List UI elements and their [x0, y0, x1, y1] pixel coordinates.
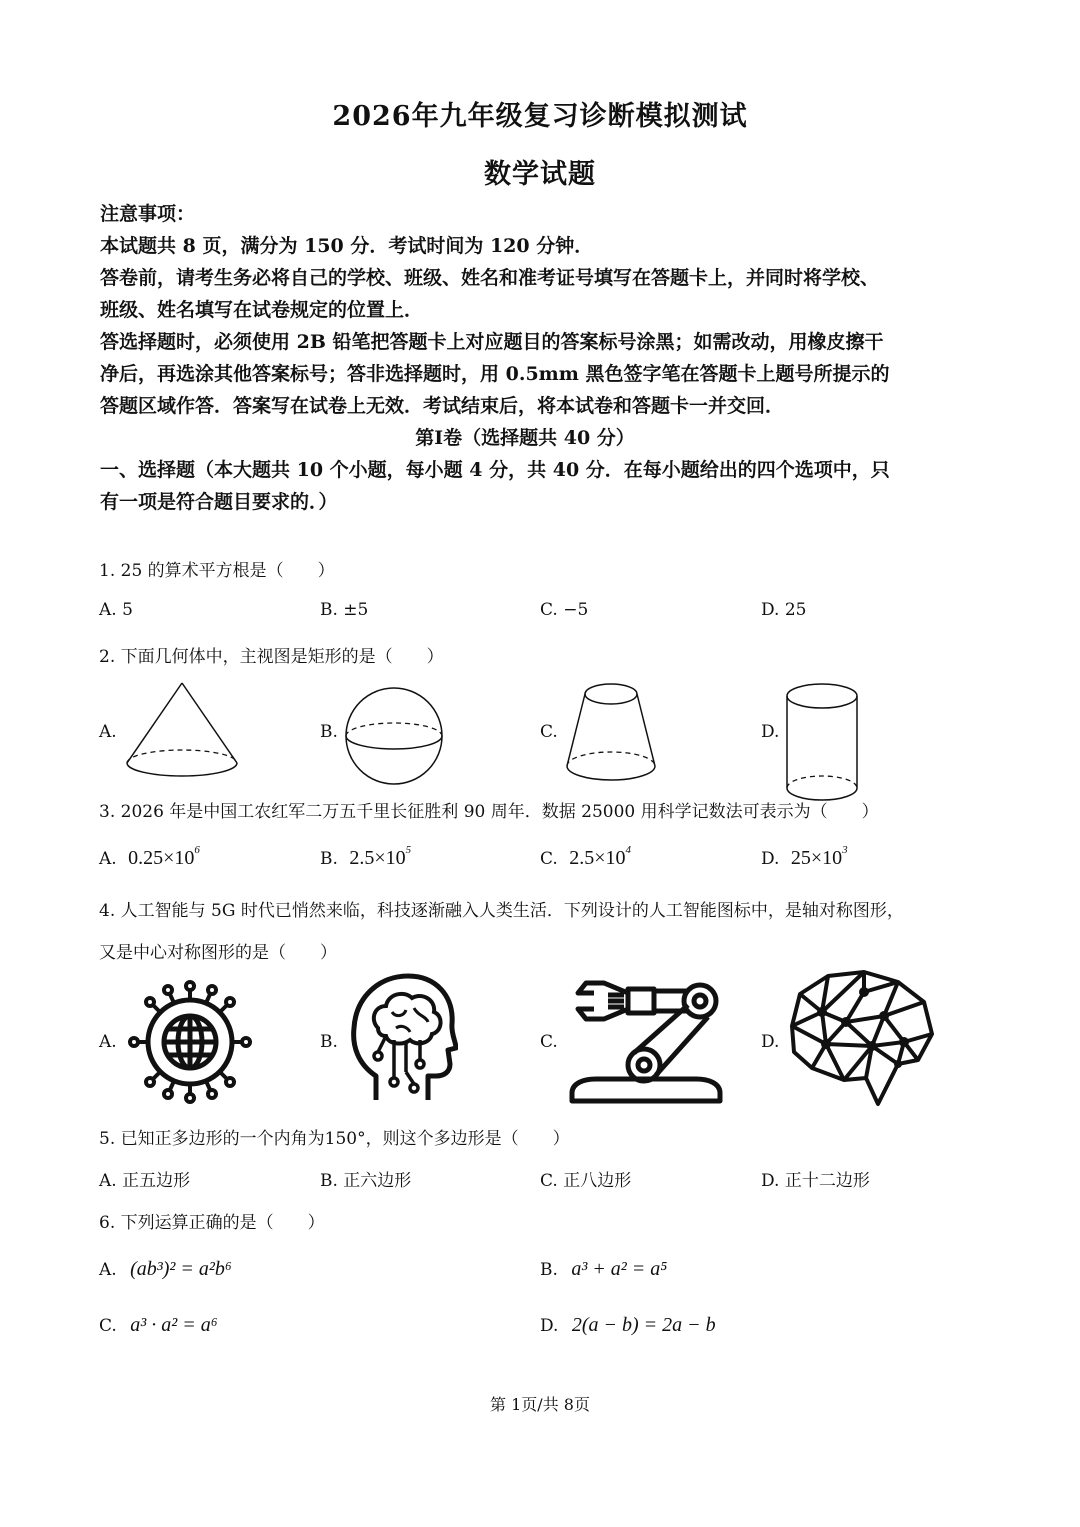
q3-option-d-label: D.: [761, 849, 780, 869]
q6-option-c-label: C.: [99, 1316, 117, 1336]
cone-figure: [122, 680, 242, 780]
q3-option-c: [540, 844, 631, 870]
q3-option-c-math: $2.5\times 10^4$: [569, 844, 631, 869]
q6-option-c: [99, 1314, 218, 1337]
q3-option-a-label: A.: [99, 849, 117, 869]
q5-option-d: D. 正十二边形: [761, 1171, 870, 1191]
q3-option-b-math: $2.5\times 10^5$: [349, 844, 412, 869]
q1-option-b: B. ±5: [320, 600, 369, 620]
page-footer: 第 1页/共 8页: [490, 1395, 590, 1414]
exam-subtitle: 数学试题: [484, 159, 596, 190]
notice-line: 班级、姓名填写在试卷规定的位置上．: [100, 299, 424, 321]
robot-arm-icon: [568, 975, 724, 1105]
polygon-brain-icon: [786, 968, 936, 1108]
q6-option-b: [540, 1258, 667, 1281]
q1-option-a: A. 5: [99, 600, 133, 620]
notice-line: 答卷前，请考生务必将自己的学校、班级、姓名和准考证号填写在答题卡上，并同时将学校、: [100, 267, 880, 289]
globe-virus-icon: [128, 980, 252, 1104]
q3-option-c-label: C.: [540, 849, 558, 869]
q3-option-d: [761, 844, 848, 870]
q6-option-b-label: B.: [540, 1260, 558, 1280]
question-5-stem: 5. 已知正多边形的一个内角为150°，则这个多边形是（ ）: [99, 1129, 570, 1149]
q4-option-d: D.: [761, 1032, 780, 1052]
q1-option-d: D. 25: [761, 600, 807, 620]
q3-option-b: [320, 844, 412, 870]
q3-option-d-math: $25\times 10^3$: [790, 844, 848, 869]
q5-option-a: A. 正五边形: [99, 1171, 191, 1191]
notice-heading: 注意事项：: [100, 203, 196, 225]
section-intro: 一、选择题（本大题共 10 个小题，每小题 4 分，共 40 分．在每小题给出的四个选项中，只: [100, 459, 890, 481]
frustum-figure: [563, 680, 659, 786]
notice-block: [100, 198, 990, 518]
q3-option-b-label: B.: [320, 849, 338, 869]
q2-option-c: C.: [540, 722, 558, 742]
notice-line: 答选择题时，必须使用 2B 铅笔把答题卡上对应题目的答案标号涂黑；如需改动，用橡皮擦干: [100, 331, 884, 353]
question-4-stem-line1: 4. 人工智能与 5G 时代已悄然来临，科技逐渐融入人类生活．下列设计的人工智能图标中，是轴对称图形，: [99, 901, 904, 921]
question-6-stem: 6. 下列运算正确的是（ ）: [99, 1213, 325, 1233]
question-2-stem: 2. 下面几何体中，主视图是矩形的是（ ）: [99, 647, 444, 667]
q6-option-b-math: a³ + a² = a⁵: [571, 1258, 668, 1280]
q2-option-a: A.: [99, 722, 117, 742]
q6-option-d: [540, 1314, 716, 1337]
q4-option-c: C.: [540, 1032, 558, 1052]
q6-option-c-math: a³ · a² = a⁶: [130, 1314, 218, 1336]
notice-line: 净后，再选涂其他答案标号；答非选择题时，用 0.5mm 黑色签字笔在答题卡上题号所提示的: [100, 363, 890, 385]
section-intro: 有一项是符合题目要求的．）: [100, 491, 338, 513]
q3-option-a: [99, 844, 200, 870]
q2-option-b: B.: [320, 722, 338, 742]
question-1-stem: 1. 25 的算术平方根是（ ）: [99, 561, 335, 581]
q2-option-d: D.: [761, 722, 780, 742]
head-brain-icon: [348, 972, 458, 1104]
q4-option-b: B.: [320, 1032, 338, 1052]
cylinder-figure: [783, 680, 861, 806]
volume-heading: 第Ⅰ卷（选择题共 40 分）: [415, 427, 635, 449]
notice-line: 答题区域作答．答案写在试卷上无效．考试结束后，将本试卷和答题卡一并交回．: [100, 395, 785, 417]
q3-option-a-math: $0.25\times 10^6$: [128, 844, 200, 869]
question-3-stem: 3. 2026 年是中国工农红军二万五千里长征胜利 90 周年．数据 25000 用科学记数法可表示为（ ）: [99, 802, 879, 822]
q4-option-a: A.: [99, 1032, 117, 1052]
q6-option-a-math: (ab³)² = a²b⁶: [130, 1258, 232, 1280]
q5-option-c: C. 正八边形: [540, 1171, 632, 1191]
notice-line: 本试题共 8 页，满分为 150 分．考试时间为 120 分钟．: [100, 235, 594, 257]
q6-option-d-label: D.: [540, 1316, 559, 1336]
q6-option-a: [99, 1258, 232, 1281]
q5-option-b: B. 正六边形: [320, 1171, 412, 1191]
q6-option-d-math: 2(a − b) = 2a − b: [571, 1314, 716, 1336]
exam-title: 2026年九年级复习诊断模拟测试: [332, 101, 748, 132]
sphere-figure: [342, 684, 446, 788]
q6-option-a-label: A.: [99, 1260, 117, 1280]
q1-option-c: C. −5: [540, 600, 589, 620]
question-4-stem-line2: 又是中心对称图形的是（ ）: [99, 943, 337, 963]
